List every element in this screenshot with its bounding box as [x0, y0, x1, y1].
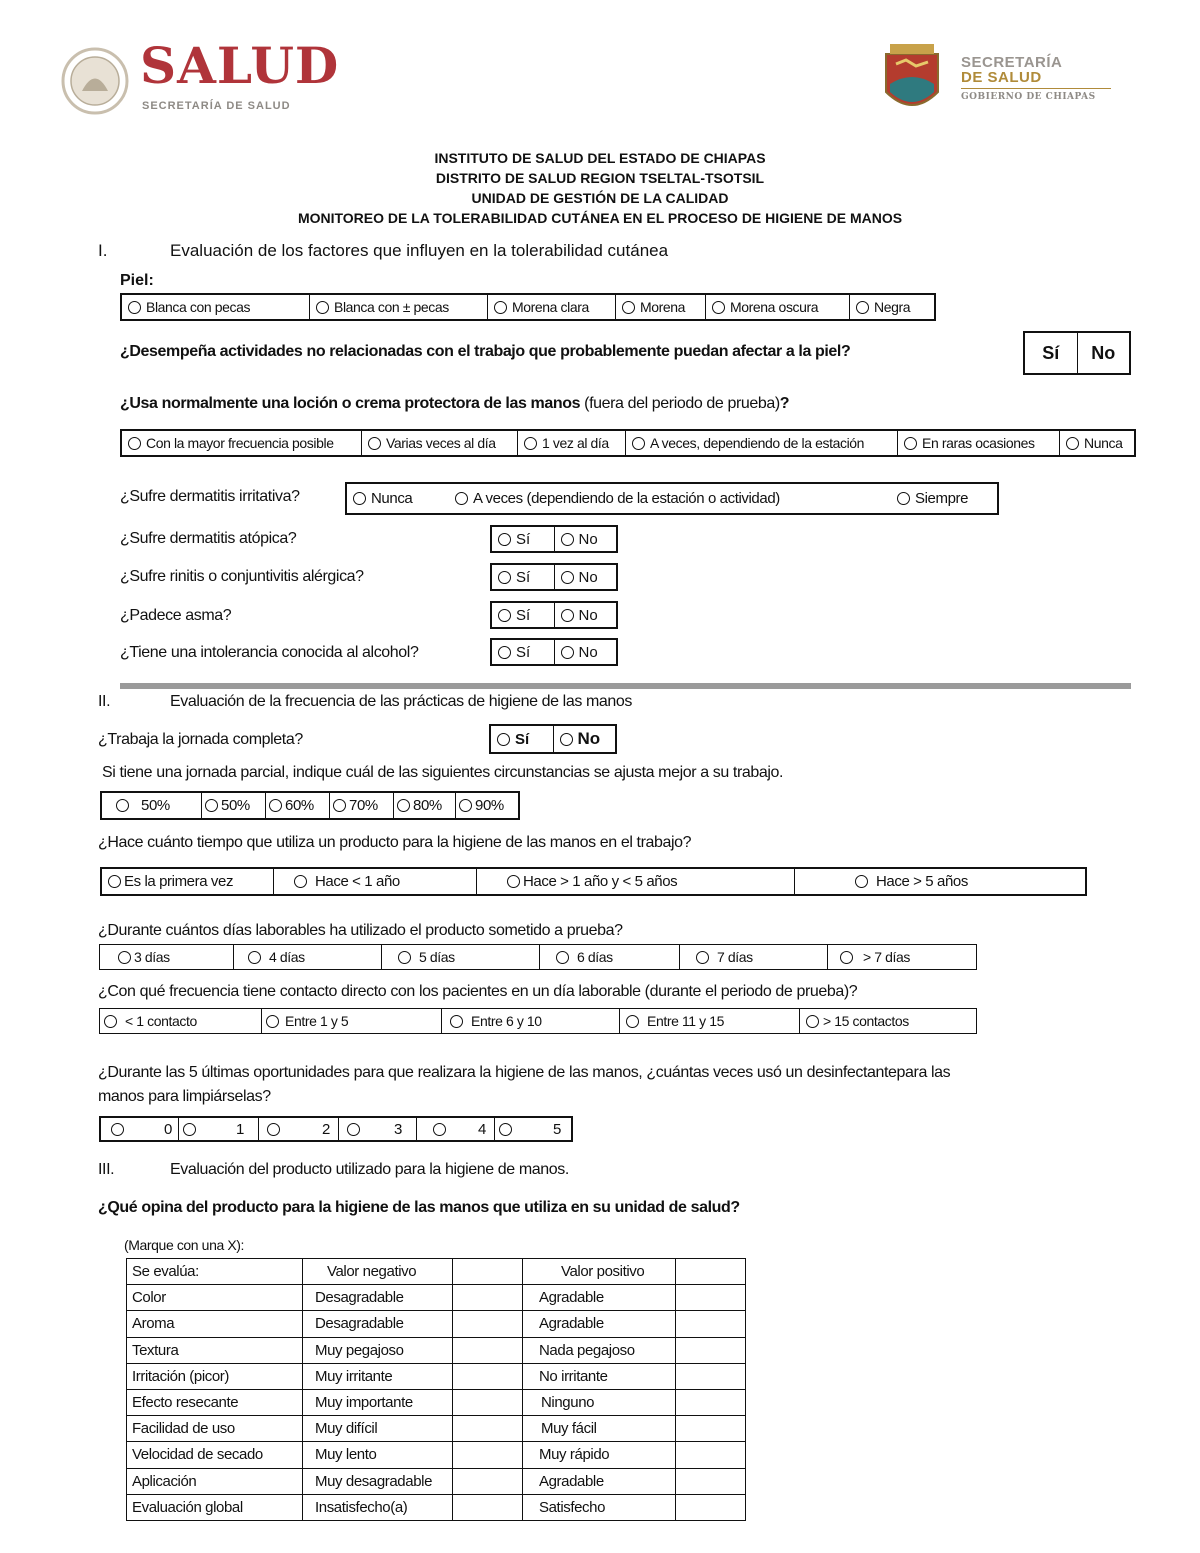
radio-circle-icon[interactable]: [116, 799, 129, 812]
option-label: Blanca con pecas: [146, 299, 251, 315]
radio-circle-icon[interactable]: [104, 1015, 117, 1028]
mark-cell[interactable]: [453, 1442, 523, 1468]
radio-circle-icon[interactable]: [450, 1015, 463, 1028]
negative-value-cell: Desagradable: [303, 1285, 453, 1311]
radio-circle-icon[interactable]: [712, 301, 725, 314]
radio-circle-icon[interactable]: [397, 799, 410, 812]
mark-cell[interactable]: [453, 1363, 523, 1389]
option-label: Blanca con ± pecas: [334, 299, 449, 315]
option-label: 70%: [349, 797, 378, 814]
radio-circle-icon[interactable]: [205, 799, 218, 812]
option-label: > 15 contactos: [823, 1013, 909, 1029]
option-label: Nunca: [1084, 435, 1123, 451]
last5-option[interactable]: [101, 1118, 179, 1140]
positive-value-cell: Muy rápido: [523, 1442, 676, 1468]
contact-option[interactable]: [800, 1009, 976, 1033]
days-option[interactable]: [680, 945, 828, 969]
chiapas-divider: [961, 88, 1111, 89]
question-partial: Si tiene una jornada parcial, indique cuál de las siguientes circunstancias se ajusta mejor a su trabajo.: [102, 764, 784, 781]
question-howlong: ¿Hace cuánto tiempo que utiliza un producto para la higiene de las manos en el trabajo?: [98, 834, 692, 851]
criterion-cell: Evaluación global: [127, 1494, 303, 1520]
mark-cell[interactable]: [676, 1259, 746, 1285]
table-row: [127, 1363, 746, 1389]
question-last5-line2: manos para limpiárselas?: [98, 1088, 271, 1105]
option-label: Sí: [516, 530, 531, 548]
option-label: Sí: [516, 606, 531, 624]
option-label: 1 vez al día: [542, 435, 609, 451]
yes-option[interactable]: [491, 726, 554, 752]
lotion-option[interactable]: [1060, 431, 1134, 455]
criterion-cell: Irritación (picor): [127, 1363, 303, 1389]
radio-circle-icon[interactable]: [353, 492, 366, 505]
howlong-option[interactable]: [795, 869, 1085, 894]
radio-circle-icon[interactable]: [266, 1015, 279, 1028]
mark-cell[interactable]: [453, 1389, 523, 1415]
radio-circle-icon[interactable]: [333, 799, 346, 812]
header-cell: Valor negativo: [303, 1259, 453, 1285]
question-atopic: ¿Sufre dermatitis atópica?: [120, 530, 297, 547]
table-row: [127, 1337, 746, 1363]
negative-value-cell: Muy importante: [303, 1389, 453, 1415]
last5-option[interactable]: [179, 1118, 259, 1140]
option-label: Entre 1 y 5: [285, 1013, 349, 1029]
header-line1: INSTITUTO DE SALUD DEL ESTADO DE CHIAPAS: [434, 150, 766, 166]
days-option[interactable]: [100, 945, 234, 969]
question-lotion-bold: ¿Usa normalmente una loción o crema protectora de las manos: [120, 395, 581, 412]
option-label: No: [577, 729, 601, 748]
radio-circle-icon[interactable]: [904, 437, 917, 450]
lotion-options: [120, 429, 1136, 457]
lotion-option[interactable]: [362, 431, 518, 455]
question-rhinitis: ¿Sufre rinitis o conjuntivitis alérgica?: [120, 568, 364, 585]
asthma-yes-no: [490, 601, 618, 629]
howlong-options: [100, 867, 1087, 896]
radio-circle-icon[interactable]: [855, 875, 868, 888]
option-label: > 7 días: [863, 949, 911, 965]
criterion-cell: Aroma: [127, 1311, 303, 1337]
option-label: 5: [553, 1120, 561, 1138]
table-row: [127, 1442, 746, 1468]
option-label: En raras ocasiones: [922, 435, 1035, 451]
skin-option[interactable]: [850, 295, 934, 319]
question-fulltime: ¿Trabaja la jornada completa?: [98, 731, 303, 748]
no-option[interactable]: [554, 726, 616, 752]
mark-cell[interactable]: [453, 1494, 523, 1520]
option-label: 0: [164, 1120, 172, 1138]
question-last5-line1: ¿Durante las 5 últimas oportunidades para que realizara la higiene de las manos, ¿cuántas veces usó un desinfectantepara las: [98, 1064, 951, 1081]
mark-cell[interactable]: [453, 1337, 523, 1363]
days-option[interactable]: [234, 945, 382, 969]
criterion-cell: Facilidad de uso: [127, 1416, 303, 1442]
radio-circle-icon[interactable]: [494, 301, 507, 314]
rhinitis-yes-no: [490, 563, 618, 591]
section2-title: Evaluación de la frecuencia de las prácticas de higiene de las manos: [170, 693, 632, 710]
radio-circle-icon[interactable]: [118, 951, 131, 964]
evaluation-table: [126, 1258, 746, 1521]
skin-option[interactable]: [310, 295, 488, 319]
question-irritant: ¿Sufre dermatitis irritativa?: [120, 488, 300, 505]
irritant-option[interactable]: [347, 484, 449, 513]
question-asthma: ¿Padece asma?: [120, 607, 232, 624]
question-days: ¿Durante cuántos días laborables ha utilizado el producto sometido a prueba?: [98, 922, 623, 939]
chiapas-logo: [876, 40, 1126, 120]
table-row: [127, 1416, 746, 1442]
chiapas-line3: GOBIERNO DE CHIAPAS: [961, 92, 1096, 102]
irritant-option[interactable]: [891, 484, 997, 513]
option-label: 1: [236, 1120, 244, 1138]
howlong-option[interactable]: [102, 869, 274, 894]
mark-cell[interactable]: [453, 1468, 523, 1494]
header-cell: Se evalúa:: [127, 1259, 303, 1285]
option-label: 6 días: [577, 949, 613, 965]
radio-circle-icon[interactable]: [183, 1123, 196, 1136]
positive-value-cell: Agradable: [523, 1285, 676, 1311]
radio-circle-icon[interactable]: [398, 951, 411, 964]
mexico-seal-icon: [60, 36, 130, 126]
no-option[interactable]: No: [1091, 342, 1116, 363]
activities-yes-no: [1023, 331, 1131, 375]
radio-circle-icon[interactable]: [1066, 437, 1079, 450]
radio-circle-icon[interactable]: [524, 437, 537, 450]
salud-subtitle: SECRETARÍA DE SALUD: [142, 100, 291, 112]
skin-option[interactable]: [616, 295, 706, 319]
last5-option[interactable]: [495, 1118, 571, 1140]
question-lotion: [120, 395, 789, 413]
days-option[interactable]: [540, 945, 680, 969]
option-label: 3 días: [134, 949, 170, 965]
option-label: Sí: [516, 643, 531, 661]
radio-circle-icon[interactable]: [267, 1123, 280, 1136]
days-option[interactable]: [828, 945, 976, 969]
no-option[interactable]: [555, 603, 617, 627]
header-line2: DISTRITO DE SALUD REGION TSELTAL-TSOTSIL: [435, 170, 765, 186]
table-row: [127, 1285, 746, 1311]
radio-circle-icon[interactable]: [128, 437, 141, 450]
partial-option[interactable]: [266, 793, 330, 818]
option-label: 3: [394, 1120, 402, 1138]
radio-circle-icon[interactable]: [128, 301, 141, 314]
mark-cell[interactable]: [676, 1285, 746, 1311]
mark-cell[interactable]: [676, 1311, 746, 1337]
radio-circle-icon[interactable]: [840, 951, 853, 964]
option-label: 2: [322, 1120, 330, 1138]
option-label: A veces, dependiendo de la estación: [650, 435, 865, 451]
contact-option[interactable]: [442, 1009, 620, 1033]
lotion-option[interactable]: [518, 431, 626, 455]
salud-title: SALUD: [140, 36, 340, 95]
radio-circle-icon[interactable]: [560, 733, 573, 746]
mark-cell[interactable]: [453, 1285, 523, 1311]
option-label: Sí: [516, 568, 531, 586]
option-label: 50%: [221, 797, 250, 814]
option-label: Entre 6 y 10: [471, 1013, 542, 1029]
radio-circle-icon[interactable]: [561, 646, 574, 659]
positive-value-cell: Nada pegajoso: [523, 1337, 676, 1363]
negative-value-cell: Muy desagradable: [303, 1468, 453, 1494]
yes-option[interactable]: [492, 603, 555, 627]
criterion-cell: Aplicación: [127, 1468, 303, 1494]
skin-option[interactable]: [122, 295, 310, 319]
table-row: [127, 1468, 746, 1494]
option-label: No: [578, 530, 598, 548]
chiapas-line1: SECRETARÍA: [961, 54, 1063, 71]
positive-value-cell: Agradable: [523, 1311, 676, 1337]
table-row: [127, 1494, 746, 1520]
question-opinion: ¿Qué opina del producto para la higiene de las manos que utiliza en su unidad de salud?: [98, 1199, 740, 1216]
howlong-option[interactable]: [274, 869, 477, 894]
negative-value-cell: Insatisfecho(a): [303, 1494, 453, 1520]
option-label: 5 días: [419, 949, 455, 965]
no-option[interactable]: [555, 565, 617, 589]
option-label: Sí: [515, 730, 530, 748]
option-label: Hace > 5 años: [876, 873, 968, 890]
yes-option[interactable]: [492, 527, 555, 551]
radio-circle-icon[interactable]: [269, 799, 282, 812]
section-divider: [120, 683, 1131, 689]
radio-circle-icon[interactable]: [806, 1015, 819, 1028]
radio-circle-icon[interactable]: [433, 1123, 446, 1136]
radio-circle-icon[interactable]: [499, 1123, 512, 1136]
table-header-row: [127, 1259, 746, 1285]
section1-title: Evaluación de los factores que influyen en la tolerabilidad cutánea: [170, 241, 669, 260]
mark-cell[interactable]: [676, 1442, 746, 1468]
option-label: Negra: [874, 299, 911, 315]
option-label: Con la mayor frecuencia posible: [146, 435, 334, 451]
contact-option[interactable]: [620, 1009, 800, 1033]
question-activities: ¿Desempeña actividades no relacionadas con el trabajo que probablemente puedan afectar a la piel?: [120, 343, 851, 360]
section1-numeral: I.: [98, 241, 108, 260]
lotion-option[interactable]: [122, 431, 362, 455]
option-label: 60%: [285, 797, 314, 814]
atopic-yes-no: [490, 525, 618, 553]
mark-cell[interactable]: [453, 1311, 523, 1337]
mark-cell[interactable]: [453, 1416, 523, 1442]
section2-numeral: II.: [98, 693, 111, 710]
mark-cell[interactable]: [676, 1389, 746, 1415]
option-label: 80%: [413, 797, 442, 814]
chiapas-line2: DE SALUD: [961, 69, 1042, 86]
radio-circle-icon[interactable]: [316, 301, 329, 314]
radio-circle-icon[interactable]: [507, 875, 520, 888]
option-label: Siempre: [915, 490, 969, 507]
question-contact: ¿Con qué frecuencia tiene contacto directo con los pacientes en un día laborable (durante el periodo de prueba)?: [98, 983, 858, 1000]
option-label: Varias veces al día: [386, 435, 496, 451]
irritant-option[interactable]: [449, 484, 891, 513]
salud-logo: [60, 36, 340, 128]
option-label: Nunca: [371, 490, 413, 507]
alcohol-yes-no: [490, 638, 618, 666]
negative-value-cell: Desagradable: [303, 1311, 453, 1337]
radio-circle-icon[interactable]: [111, 1123, 124, 1136]
option-label: Hace > 1 año y < 5 años: [523, 873, 678, 890]
radio-circle-icon[interactable]: [497, 733, 510, 746]
radio-circle-icon[interactable]: [498, 609, 511, 622]
lotion-option[interactable]: [626, 431, 898, 455]
days-option[interactable]: [382, 945, 540, 969]
positive-value-cell: Ninguno: [523, 1389, 676, 1415]
positive-value-cell: Satisfecho: [523, 1494, 676, 1520]
criterion-cell: Textura: [127, 1337, 303, 1363]
question-alcohol: ¿Tiene una intolerancia conocida al alcohol?: [120, 644, 419, 661]
question-lotion-rest: (fuera del periodo de prueba): [584, 395, 780, 412]
radio-circle-icon[interactable]: [897, 492, 910, 505]
radio-circle-icon[interactable]: [626, 1015, 639, 1028]
question-lotion-end: ?: [779, 395, 790, 412]
mark-cell[interactable]: [676, 1363, 746, 1389]
negative-value-cell: Muy lento: [303, 1442, 453, 1468]
chiapas-coat-of-arms-icon: [876, 40, 948, 118]
yes-option[interactable]: [492, 640, 555, 664]
option-label: Morena oscura: [730, 299, 819, 315]
radio-circle-icon[interactable]: [498, 533, 511, 546]
radio-circle-icon[interactable]: [248, 951, 261, 964]
yes-option[interactable]: Sí: [1025, 333, 1078, 373]
mark-cell[interactable]: [676, 1468, 746, 1494]
skin-options: [120, 293, 936, 321]
table-row: [127, 1311, 746, 1337]
option-label: Entre 11 y 15: [647, 1013, 725, 1029]
last5-options: [99, 1116, 573, 1142]
radio-circle-icon[interactable]: [561, 571, 574, 584]
last5-option[interactable]: [259, 1118, 339, 1140]
option-label: No: [578, 606, 598, 624]
option-label: Hace < 1 año: [315, 873, 400, 890]
option-label: < 1 contacto: [125, 1013, 197, 1029]
lotion-option[interactable]: [898, 431, 1060, 455]
radio-circle-icon[interactable]: [368, 437, 381, 450]
radio-circle-icon[interactable]: [455, 492, 468, 505]
option-label: Morena: [640, 299, 686, 315]
positive-value-cell: No irritante: [523, 1363, 676, 1389]
negative-value-cell: Muy pegajoso: [303, 1337, 453, 1363]
radio-circle-icon[interactable]: [561, 609, 574, 622]
skin-option[interactable]: [706, 295, 850, 319]
radio-circle-icon[interactable]: [622, 301, 635, 314]
criterion-cell: Velocidad de secado: [127, 1442, 303, 1468]
radio-circle-icon[interactable]: [856, 301, 869, 314]
skin-label: Piel:: [120, 272, 154, 289]
radio-circle-icon[interactable]: [498, 571, 511, 584]
table-row: [127, 1389, 746, 1415]
mark-cell[interactable]: [676, 1494, 746, 1520]
partial-option[interactable]: [202, 793, 266, 818]
radio-circle-icon[interactable]: [498, 646, 511, 659]
radio-circle-icon[interactable]: [294, 875, 307, 888]
option-label: No: [578, 568, 598, 586]
criterion-cell: Color: [127, 1285, 303, 1311]
partial-option[interactable]: [456, 793, 518, 818]
radio-circle-icon[interactable]: [459, 799, 472, 812]
last5-option[interactable]: [417, 1118, 495, 1140]
no-option[interactable]: [555, 640, 617, 664]
fulltime-yes-no: [489, 724, 617, 754]
option-label: 4 días: [269, 949, 305, 965]
positive-value-cell: Agradable: [523, 1468, 676, 1494]
negative-value-cell: Muy irritante: [303, 1363, 453, 1389]
no-option[interactable]: [555, 527, 617, 551]
header-line3: UNIDAD DE GESTIÓN DE LA CALIDAD: [471, 190, 729, 206]
radio-circle-icon[interactable]: [347, 1123, 360, 1136]
radio-circle-icon[interactable]: [108, 875, 121, 888]
option-label: 90%: [475, 797, 504, 814]
mark-hint: (Marque con una X):: [124, 1237, 245, 1253]
mark-cell[interactable]: [676, 1416, 746, 1442]
yes-option[interactable]: [492, 565, 555, 589]
option-label: 7 días: [717, 949, 753, 965]
days-options: [99, 944, 977, 970]
section3-title: Evaluación del producto utilizado para la higiene de manos.: [170, 1161, 569, 1178]
mark-cell[interactable]: [453, 1259, 523, 1285]
skin-option[interactable]: [488, 295, 616, 319]
option-label: No: [578, 643, 598, 661]
mark-cell[interactable]: [676, 1337, 746, 1363]
irritant-options: [345, 482, 999, 515]
header-line4: MONITOREO DE LA TOLERABILIDAD CUTÁNEA EN EL PROCESO DE HIGIENE DE MANOS: [297, 210, 903, 226]
contact-options: [99, 1008, 977, 1034]
radio-circle-icon[interactable]: [556, 951, 569, 964]
section3-numeral: III.: [98, 1161, 115, 1178]
radio-circle-icon[interactable]: [632, 437, 645, 450]
howlong-option[interactable]: [477, 869, 795, 894]
partial-option[interactable]: [102, 793, 202, 818]
option-label: Es la primera vez: [124, 873, 234, 890]
partial-option[interactable]: [394, 793, 456, 818]
option-label: Morena clara: [512, 299, 589, 315]
radio-circle-icon[interactable]: [561, 533, 574, 546]
radio-circle-icon[interactable]: [696, 951, 709, 964]
partial-options: [100, 791, 520, 820]
criterion-cell: Efecto resecante: [127, 1389, 303, 1415]
option-label: A veces (dependiendo de la estación o actividad): [473, 490, 780, 507]
positive-value-cell: Muy fácil: [523, 1416, 676, 1442]
contact-option[interactable]: [100, 1009, 262, 1033]
partial-option[interactable]: [330, 793, 394, 818]
option-label: 4: [478, 1120, 486, 1138]
contact-option[interactable]: [262, 1009, 442, 1033]
header-cell: Valor positivo: [523, 1259, 676, 1285]
negative-value-cell: Muy difícil: [303, 1416, 453, 1442]
option-label: 50%: [141, 797, 170, 814]
last5-option[interactable]: [339, 1118, 417, 1140]
